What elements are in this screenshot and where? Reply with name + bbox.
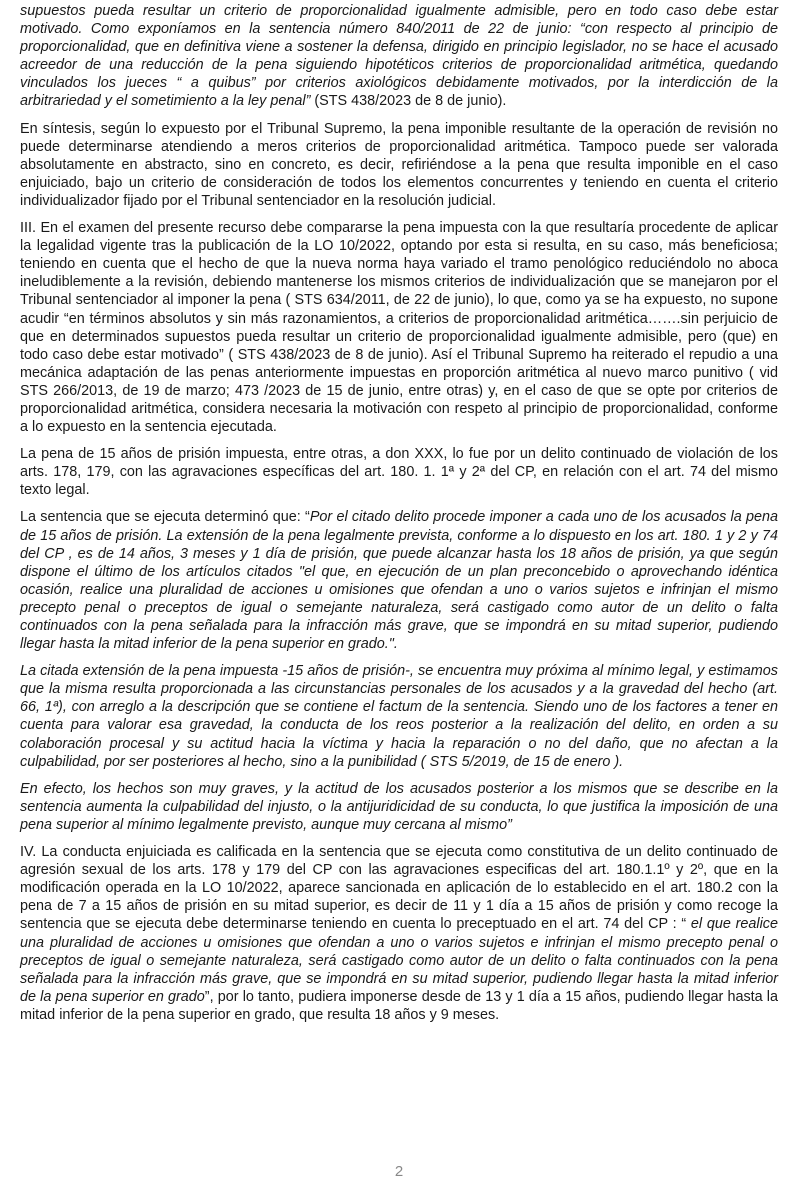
paragraph bbox=[20, 508, 778, 653]
text-run: (STS 438/2023 de 8 de junio). bbox=[310, 93, 507, 110]
text-run: IV. La conducta enjuiciada es calificada en la sentencia que se ejecuta como constitutiva de un delito continuado de agresión sexual de los arts. 178 y 179 del CP con las agravaciones especificas del art. 180.1.1º y 2º, que en la modificación operada en la LO 10/2022, aparece sancionada en aplicación de lo establecido en el art. 180.2 con la pena de 7 a 15 años de prisión en su mitad superior, es decir de 11 y 1 día a 15 años de prisión y como recoge la sentencia que se ejecuta debe determinarse teniendo en cuenta lo preceptuado en el art. 74 del CP : “ bbox=[20, 844, 778, 933]
paragraph bbox=[20, 120, 778, 210]
text-run: el que realice una pluralidad de acciones u omisiones que ofendan a uno o varios sujetos e infrinjan el mismo precepto penal o preceptos de igual o semejante naturaleza, será castigado como autor de un delito o falta continuados con la pena señalada para la infracción más grave, que se impondrá en su mitad superior, pudiendo llegar hasta la mitad inferior de la pena superior en grado bbox=[20, 916, 778, 1005]
text-run: La sentencia que se ejecuta determinó que: “ bbox=[20, 509, 310, 526]
paragraph bbox=[20, 843, 778, 1024]
text-run: supuestos pueda resultar un criterio de proporcionalidad igualmente admisible, pero en todo caso debe estar motivado. Como exponíamos en la sentencia número 840/2011 de 22 de junio: “con respecto al principio de proporcionalidad, que en definitiva viene a sostener la defensa, dirigido en principio legislador, no se hace el acusado acreedor de una reducción de la pena siguiendo hipotéticos criterios de proporcionalidad aritmética, quedando vinculados los jueces “ a quibus” por criterios axiológicos debidamente motivados, por la interdicción de la arbitrariedad y el sometimiento a la ley penal” bbox=[20, 3, 778, 110]
text-run: La pena de 15 años de prisión impuesta, entre otras, a don XXX, lo fue por un delito continuado de violación de los arts. 178, 179, con las agravaciones específicas del art. 180. 1. 1ª y 2ª del CP, en relación con el art. 74 del mismo texto legal. bbox=[20, 446, 778, 499]
text-run: La citada extensión de la pena impuesta -15 años de prisión-, se encuentra muy próxima al mínimo legal, y estimamos que la misma resulta proporcionada a las circunstancias personales de los acusados y a la gravedad del hecho (art. 66, 1ª), con arreglo a la descripción que se contiene el factum de la sentencia. Siendo uno de los factores a tener en cuenta para valorar esa gravedad, la conducta de los reos posterior a la realización del delito, en orden a su colaboración procesal y su actitud hacia la víctima y hacia la reparación o no del daño, que no afectan a la culpabilidad, por ser posteriores al hecho, sino a la punibilidad ( STS 5/2019, de 15 de enero ). bbox=[20, 663, 778, 770]
paragraph bbox=[20, 2, 778, 111]
text-run: Por el citado delito procede imponer a cada uno de los acusados la pena de 15 años de prisión. La extensión de la pena legalmente prevista, conforme a lo dispuesto en los art. 180. 1 y 2 y 74 del CP , es de 14 años, 3 meses y 1 día de prisión, que puede alcanzar hasta los 18 años de prisión, ya que según dispone el último de los artículos citados "el que, en ejecución de un plan preconcebido o aprovechando idéntica ocasión, realice una pluralidad de acciones u omisiones que ofendan a uno o varios sujetos e infrinjan el mismo precepto penal o preceptos de igual o semejante naturaleza, será castigado como autor de un delito o falta continuados con la pena señalada para la infracción más grave, que se impondrá en su mitad superior, pudiendo llegar hasta la mitad inferior de la pena superior en grado.". bbox=[20, 509, 778, 653]
paragraph bbox=[20, 445, 778, 499]
paragraph bbox=[20, 780, 778, 834]
text-run: En síntesis, según lo expuesto por el Tribunal Supremo, la pena imponible resultante de la operación de revisión no puede determinarse atendiendo a meros criterios de proporcionalidad aritmética. Tampoco puede ser valorada absolutamente en abstracto, sino en concreto, es decir, refiriéndose a la pena que resulta imponible en el caso enjuiciado, bajo un criterio de consideración de todos los elementos concurrentes y teniendo en cuenta el criterio individualizador fijado por el Tribunal sentenciador en la resolución judicial. bbox=[20, 120, 778, 209]
paragraph bbox=[20, 219, 778, 436]
text-run: En efecto, los hechos son muy graves, y la actitud de los acusados posterior a los mismos que se describe en la sentencia aumenta la culpabilidad del injusto, o la antijuridicidad de su conducta, lo que justifica la imposición de una pena superior al mínimo legalmente previsto, aunque muy cercana al mismo” bbox=[20, 780, 778, 833]
page-number: 2 bbox=[394, 1163, 404, 1180]
text-run: ”, por lo tanto, pudiera imponerse desde de 13 y 1 día a 15 años, pudiendo llegar hasta la mitad inferior de la pena superior en grado, que resulta 18 años y 9 meses. bbox=[20, 988, 779, 1023]
paragraph bbox=[20, 662, 778, 771]
text-run: III. En el examen del presente recurso debe compararse la pena impuesta con la que resultaría procedente de aplicar la legalidad vigente tras la publicación de la LO 10/2022, optando por esta si resulta, en su caso, más beneficiosa; teniendo en cuenta que el hecho de que la nueva norma haya variado el tramo penológico reduciéndolo no aboca ineludiblemente a la revisión, debiendo mantenerse los mismos criterios de individualización que se manejaron por el Tribunal sentenciador al imponer la pena ( STS 634/2011, de 22 de junio), lo que, como ya se ha expuesto, no supone acudir “en términos absolutos y sin más razonamientos, a criterios de proporcionalidad aritmética…….sin perjuicio de que en determinados supuestos pueda resultar un criterio de proporcionalidad igualmente admisible, pero (que) en todo caso debe estar motivado” ( STS 438/2023 de 8 de junio). Así el Tribunal Supremo ha reiterado el repudio a una mecánica adaptación de las penas anteriormente impuestas en proporción aritmética al nuevo marco punitivo ( vid STS 266/2013, de 19 de marzo; 473 /2023 de 15 de junio, entre otras) y, en el caso de que se opte por criterios de proporcionalidad aritmética, considera necesaria la motivación con respeto al principio de proporcionalidad, conforme a lo expuesto en la sentencia ejecutada. bbox=[20, 220, 778, 436]
document-body bbox=[20, 2, 778, 1033]
